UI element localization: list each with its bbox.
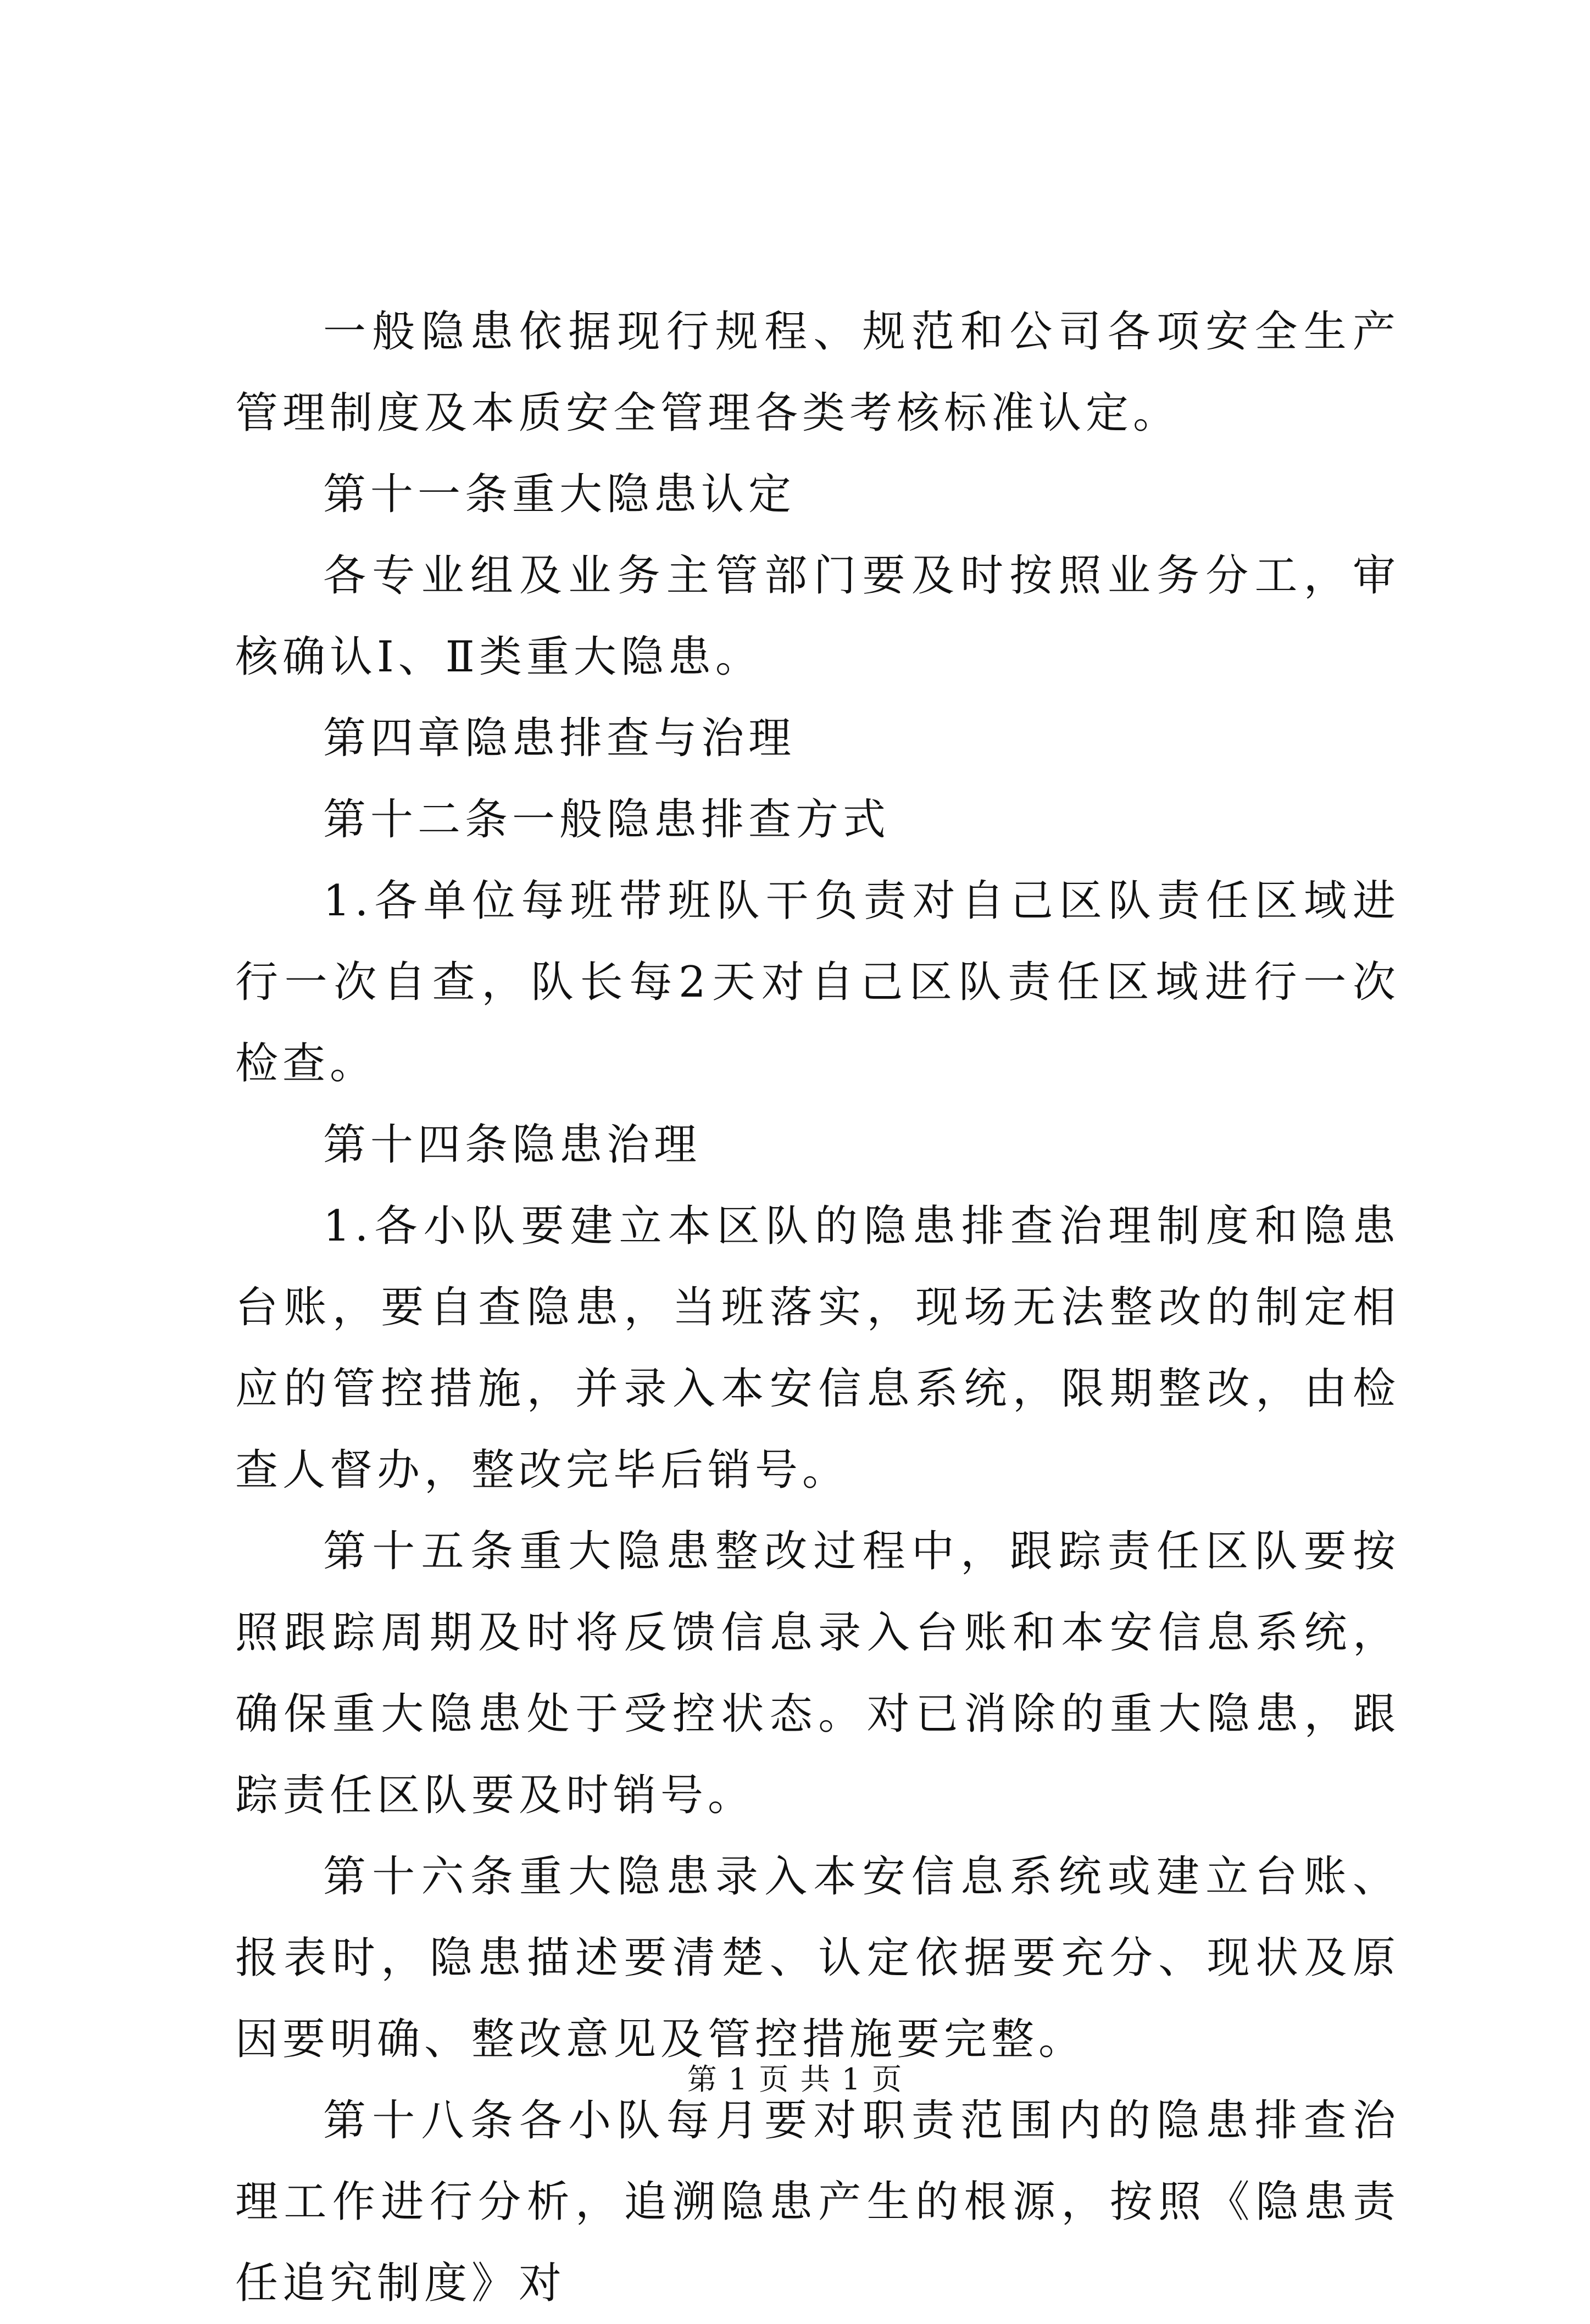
section-heading: 第十一条重大隐患认定 — [323, 470, 796, 519]
paragraph: 各专业组及业务主管部门要及时按照业务分工，审核确认Ⅰ、Ⅱ类重大隐患。 — [235, 551, 1400, 682]
paragraph: 1.各小队要建立本区队的隐患排查治理制度和隐患台账，要自查隐患，当班落实，现场无法整改的制定相应的管控措施，并录入本安信息系统，限期整改，由检查人督办，整改完毕后销号。 — [235, 1202, 1400, 1495]
document-body — [235, 291, 1400, 2324]
section-heading: 第十四条隐患治理 — [323, 1120, 702, 1170]
page-number-footer: 第 1 页 共 1 页 — [687, 2062, 903, 2097]
section-heading: 第十二条一般隐患排查方式 — [323, 795, 891, 844]
paragraph: 第十六条重大隐患录入本安信息系统或建立台账、报表时，隐患描述要清楚、认定依据要充分、现状及原因要明确、整改意见及管控措施要完整。 — [235, 1852, 1400, 2064]
chapter-heading: 第四章隐患排查与治理 — [323, 714, 796, 763]
paragraph: 一般隐患依据现行规程、规范和公司各项安全生产管理制度及本质安全管理各类考核标准认定。 — [235, 307, 1400, 438]
paragraph: 第十八条各小队每月要对职责范围内的隐患排查治理工作进行分析，追溯隐患产生的根源，按照《隐患责任追究制度》对 — [235, 2096, 1400, 2308]
paragraph: 1.各单位每班带班队干负责对自己区队责任区域进行一次自查，队长每2天对自己区队责任区域进行一次检查。 — [235, 876, 1400, 1088]
paragraph: 第十五条重大隐患整改过程中，跟踪责任区队要按照跟踪周期及时将反馈信息录入台账和本安信息系统，确保重大隐患处于受控状态。对已消除的重大隐患，跟踪责任区队要及时销号。 — [235, 1527, 1400, 1820]
